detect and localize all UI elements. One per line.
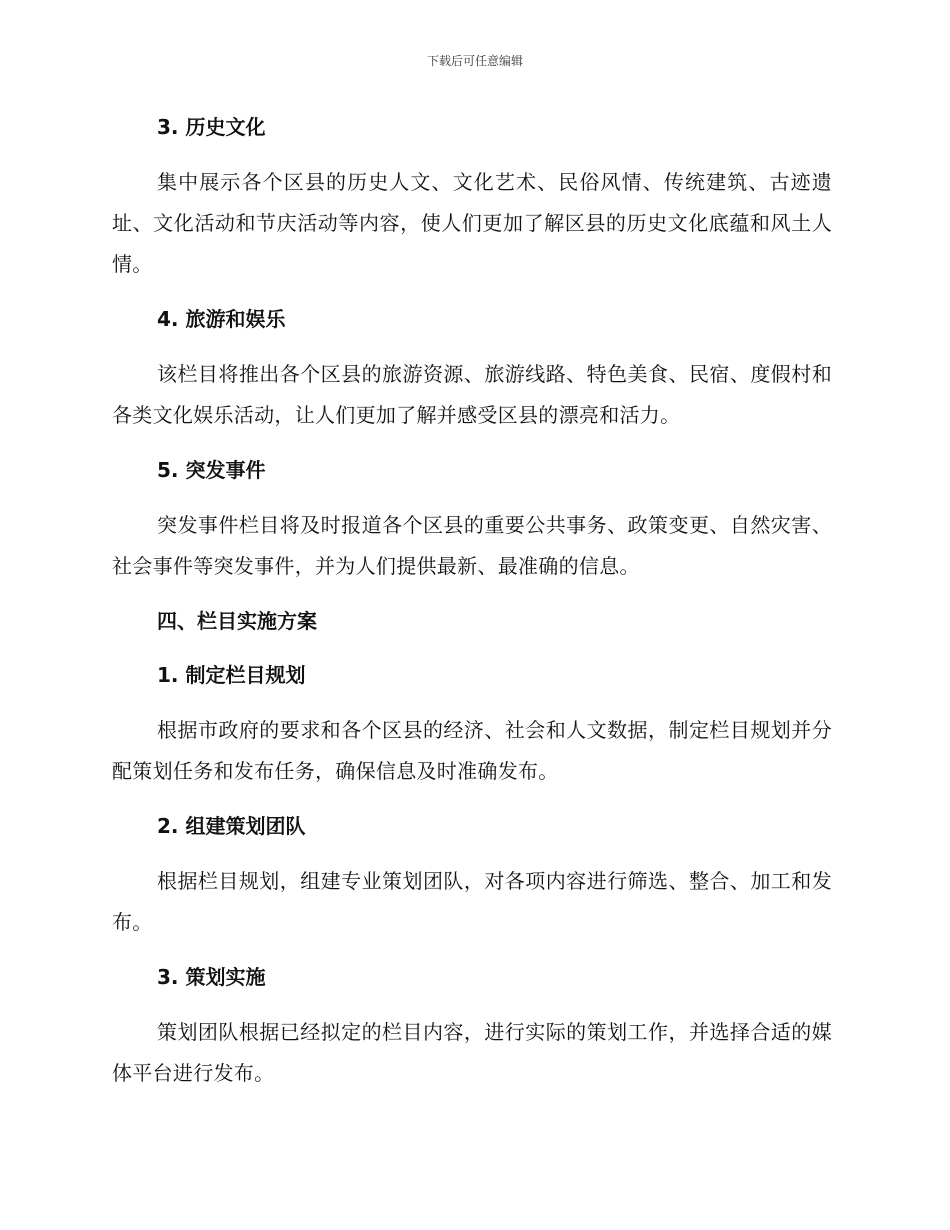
paragraph-execution: 策划团队根据已经拟定的栏目内容，进行实际的策划工作，并选择合适的媒体平台进行发布。	[112, 1020, 832, 1085]
paragraph-tourism: 该栏目将推出各个区县的旅游资源、旅游线路、特色美食、民宿、度假村和各类文化娱乐活动，让人们更加了解并感受区县的漂亮和活力。	[112, 362, 832, 427]
page-header: 下载后可任意编辑	[426, 54, 523, 68]
paragraph-team: 根据栏目规划，组建专业策划团队，对各项内容进行筛选、整合、加工和发布。	[112, 869, 832, 934]
paragraph-history-culture: 集中展示各个区县的历史人文、文化艺术、民俗风情、传统建筑、古迹遗址、文化活动和节庆活动等内容，使人们更加了解区县的历史文化底蕴和风土人情。	[112, 170, 832, 276]
chapter-heading-implementation: 四、栏目实施方案	[157, 609, 317, 633]
section-heading-emergencies: 5. 突发事件	[157, 458, 266, 482]
section-heading-execution: 3. 策划实施	[157, 965, 266, 989]
section-heading-planning: 1. 制定栏目规划	[157, 663, 306, 687]
section-heading-history-culture: 3. 历史文化	[157, 115, 266, 139]
paragraph-planning: 根据市政府的要求和各个区县的经济、社会和人文数据，制定栏目规划并分配策划任务和发布任务，确保信息及时准确发布。	[112, 718, 832, 783]
document-body	[112, 108, 832, 1109]
section-heading-team: 2. 组建策划团队	[157, 814, 306, 838]
section-heading-tourism: 4. 旅游和娱乐	[157, 307, 286, 331]
paragraph-emergencies: 突发事件栏目将及时报道各个区县的重要公共事务、政策变更、自然灾害、社会事件等突发事件，并为人们提供最新、最准确的信息。	[112, 513, 832, 578]
